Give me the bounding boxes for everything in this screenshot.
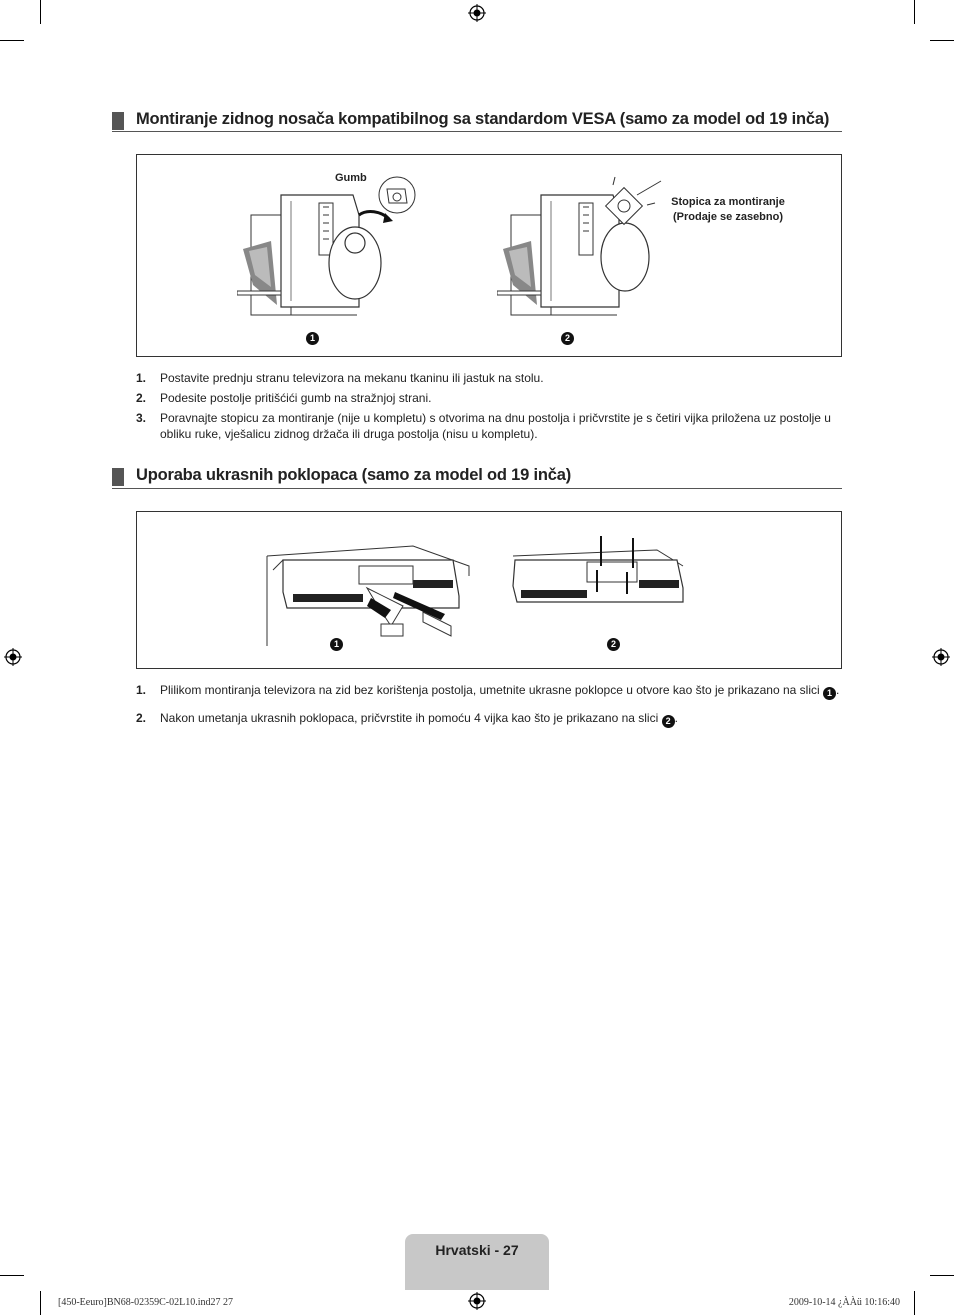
step-item: 1. Postavite prednju stranu televizora na mekanu tkaninu ili jastuk na stolu. [136, 371, 544, 385]
registration-mark-icon [468, 4, 486, 22]
step-marker-1: 1 [330, 632, 343, 651]
figure-vesa-mount [136, 154, 842, 357]
registration-mark-icon [468, 1292, 486, 1310]
step-marker-2: 2 [561, 326, 574, 345]
label-mounting-stand: Stopica za montiranje (Prodaje se zasebno) [671, 196, 785, 223]
cover-insert-illustration [263, 536, 473, 656]
page-number-tab [405, 1234, 549, 1290]
crop-mark [40, 1291, 41, 1315]
crop-mark [0, 40, 24, 41]
figure-decorative-covers [136, 511, 842, 669]
section-title: Montiranje zidnog nosača kompatibilnog sa standardom VESA (samo za model od 19 inča) [136, 110, 830, 128]
section-title: Uporaba ukrasnih poklopaca (samo za model od 19 inča) [136, 466, 572, 484]
steps-list-covers [136, 682, 840, 732]
section-heading-covers [112, 466, 842, 489]
tv-rear-knob-illustration [237, 175, 427, 325]
steps-list-vesa [136, 370, 840, 446]
print-slug-right: 2009-10-14 ¿ÀÀü 10:16:40 [788, 1297, 900, 1308]
crop-mark [40, 0, 41, 24]
figure-ref-badge: 1 [823, 687, 836, 700]
step-item: 1. Plilikom montiranja televizora na zid bez korištenja postolja, umetnite ukrasne poklopce u otvore kao što je prikazano na slici 1 . [136, 683, 840, 698]
page-label: Hrvatski - 27 [435, 1242, 519, 1258]
section-heading-vesa [112, 110, 842, 132]
cover-screws-illustration [507, 536, 697, 626]
registration-mark-icon [4, 648, 22, 666]
print-slug-left: [450-Eeuro]BN68-02359C-02L10.ind27 27 [58, 1297, 233, 1308]
step-marker-1: 1 [306, 326, 319, 345]
heading-bar [112, 112, 124, 130]
registration-mark-icon [932, 648, 950, 666]
tv-rear-stand-illustration [497, 175, 687, 325]
crop-mark [0, 1275, 24, 1276]
step-item: 2. Nakon umetanja ukrasnih poklopaca, pričvrstite ih pomoću 4 vijka kao što je prikazano na slici 2 . [136, 711, 678, 726]
crop-mark [914, 1291, 915, 1315]
crop-mark [914, 0, 915, 24]
crop-mark [930, 40, 954, 41]
crop-mark [930, 1275, 954, 1276]
figure-ref-badge: 2 [662, 715, 675, 728]
step-item: 3. Poravnajte stopicu za montiranje (nije u kompletu) s otvorima na dnu postolja i pričvrstite je s četiri vijka priložena uz postolje u obliku ruke, vješalicu zidnog držača ili druga postolja (nisu u kompletu). [136, 411, 831, 441]
heading-bar [112, 468, 124, 486]
label-knob: Gumb [335, 172, 367, 184]
step-item: 2. Podesite postolje pritišćići gumb na stražnjoj strani. [136, 391, 432, 405]
step-marker-2: 2 [607, 632, 620, 651]
